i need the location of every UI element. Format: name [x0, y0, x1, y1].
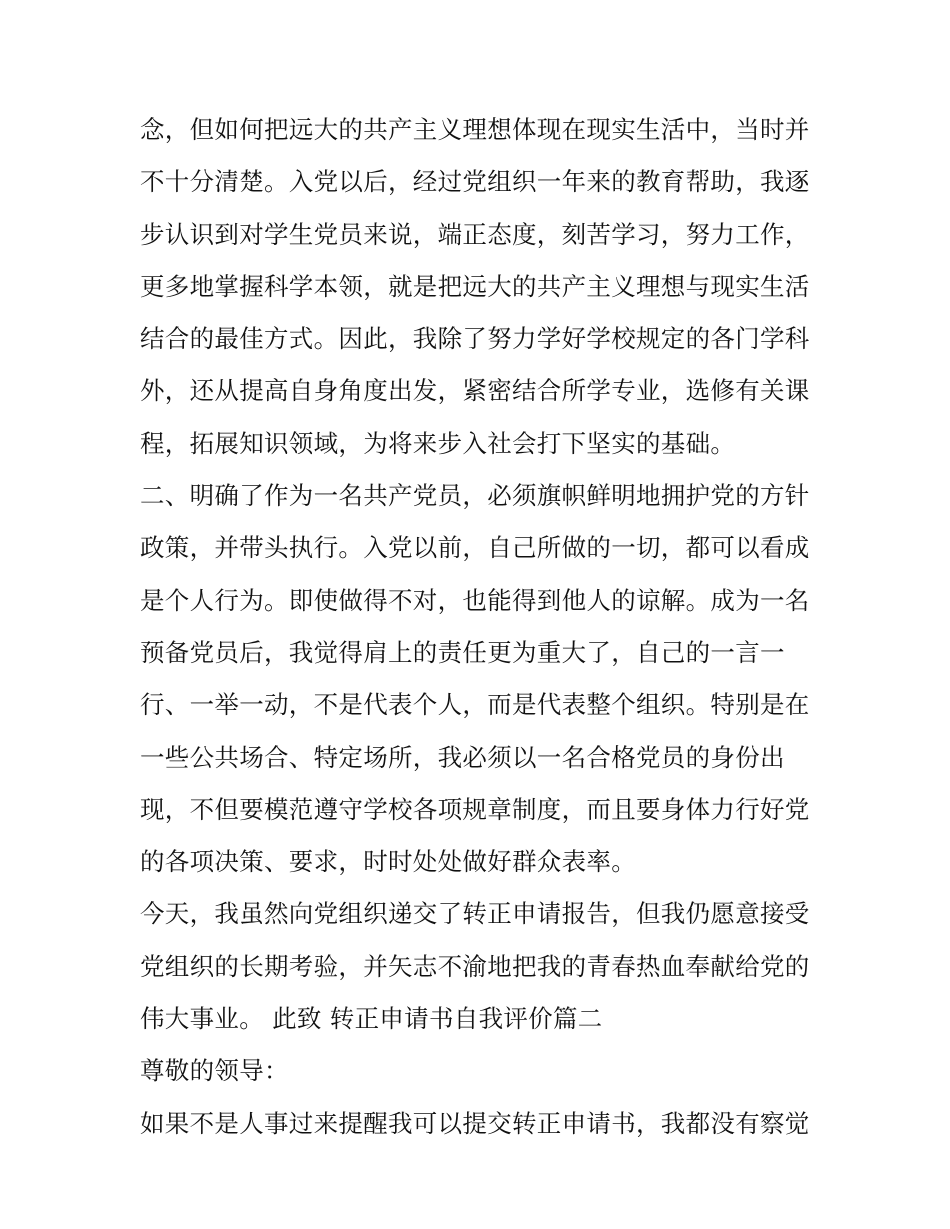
text-line-10: 是个人行为。即使做得不对，也能得到他人的谅解。成为一名	[140, 585, 810, 615]
text-line-17: 党组织的长期考验，并矢志不渝地把我的青春热血奉献给党的	[140, 951, 810, 981]
document-body	[140, 104, 820, 1150]
text-line-6: 外，还从提高自身角度出发，紧密结合所学专业，选修有关课	[140, 376, 810, 406]
text-line-7: 程，拓展知识领域，为将来步入社会打下坚实的基础。	[140, 428, 736, 458]
text-line-18: 伟大事业。 此致 转正申请书自我评价篇二	[140, 1004, 603, 1034]
text-line-1: 念，但如何把远大的共产主义理想体现在现实生活中，当时并	[140, 115, 810, 144]
text-line-9: 政策，并带头执行。入党以前，自己所做的一切，都可以看成	[140, 533, 810, 563]
text-line-12: 行、一举一动，不是代表个人，而是代表整个组织。特别是在	[140, 690, 810, 720]
text-line-11: 预备党员后，我觉得肩上的责任更为重大了，自己的一言一	[140, 637, 785, 667]
text-line-16: 今天，我虽然向党组织递交了转正申请报告，但我仍愿意接受	[140, 899, 810, 929]
text-line-19: 尊敬的领导：	[140, 1056, 289, 1086]
text-line-8: 二、明确了作为一名共产党员，必须旗帜鲜明地拥护党的方针	[140, 481, 810, 511]
text-line-13: 一些公共场合、特定场所，我必须以一名合格党员的身份出	[140, 742, 785, 772]
text-line-20: 如果不是人事过来提醒我可以提交转正申请书，我都没有察觉	[140, 1108, 810, 1138]
text-line-5: 结合的最佳方式。因此，我除了努力学好学校规定的各门学科	[140, 324, 810, 354]
text-line-14: 现，不但要模范遵守学校各项规章制度，而且要身体力行好党	[140, 794, 810, 824]
text-line-4: 更多地掌握科学本领，就是把远大的共产主义理想与现实生活	[140, 271, 810, 301]
text-line-3: 步认识到对学生党员来说，端正态度，刻苦学习，努力工作，	[140, 219, 810, 249]
text-line-15: 的各项决策、要求，时时处处做好群众表率。	[140, 847, 636, 877]
text-line-2: 不十分清楚。入党以后，经过党组织一年来的教育帮助，我逐	[140, 167, 810, 197]
